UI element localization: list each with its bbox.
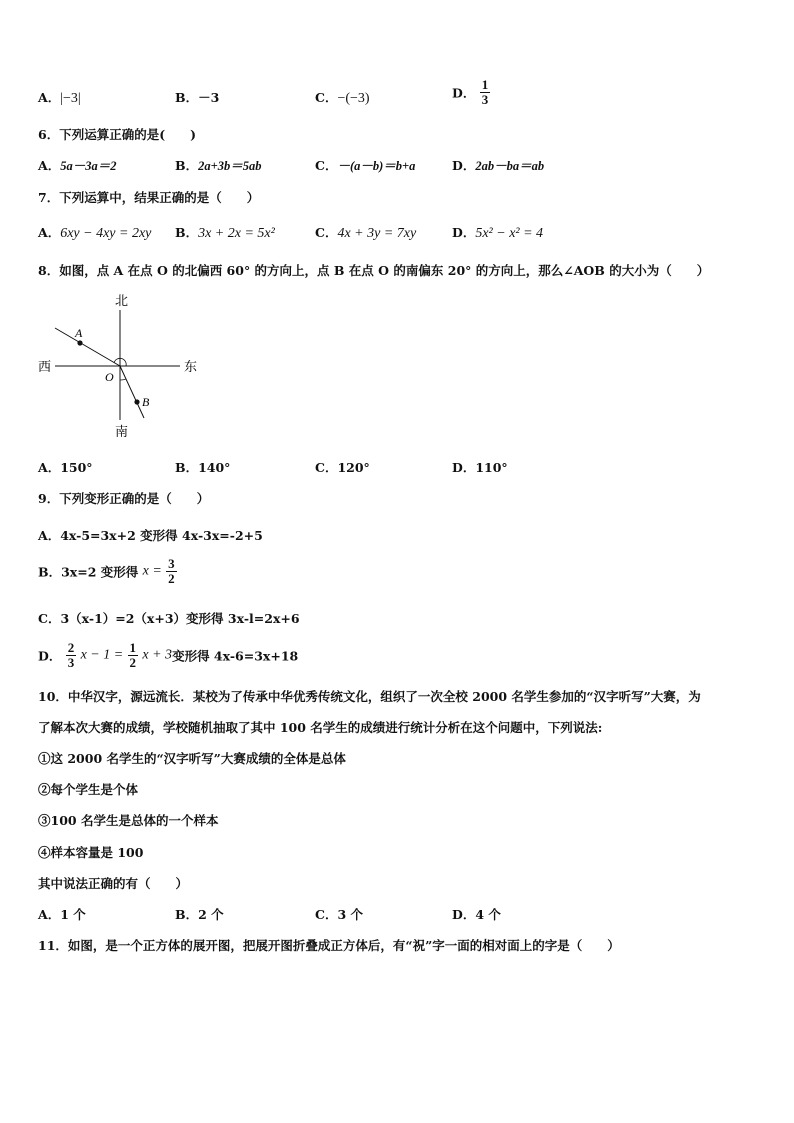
- q6-option-d: [452, 156, 544, 174]
- option-text: 1 个: [60, 907, 86, 922]
- option-label: D．: [452, 225, 476, 240]
- option-text: －(a－b)＝b+a: [337, 159, 416, 173]
- fraction: [128, 641, 139, 670]
- fraction-denominator: 2: [129, 655, 137, 670]
- option-label: C．: [315, 225, 338, 240]
- fraction-numerator: 1: [481, 77, 489, 92]
- option-math: x + 3: [142, 647, 173, 663]
- option-label: B．: [175, 90, 199, 105]
- option-label: B．: [175, 158, 199, 173]
- option-label: C．: [315, 460, 338, 475]
- option-label: A．: [38, 90, 61, 105]
- q6-option-b: [175, 156, 261, 174]
- q10-option-b: [175, 905, 224, 923]
- option-text: 4 个: [475, 907, 501, 922]
- option-math: 6xy − 4xy = 2xy: [60, 226, 152, 241]
- option-label: A．: [38, 907, 61, 922]
- q7-stem: 7．下列运算中，结果正确的是（ ）: [38, 190, 260, 205]
- q6-option-c: [315, 156, 415, 174]
- option-text: 2a+3b＝5ab: [198, 159, 262, 173]
- option-text: 2ab－ba＝ab: [475, 159, 545, 173]
- option-text: 120°: [337, 460, 370, 475]
- option-label: A．: [38, 158, 61, 173]
- option-label: B．: [175, 225, 199, 240]
- q9-option-a: A．4x-5=3x+2 变形得 4x-3x=-2+5: [38, 528, 263, 543]
- q10-option-c: [315, 905, 363, 923]
- q7-option-a: [38, 223, 151, 242]
- option-label: A．: [38, 460, 61, 475]
- option-label: C．: [315, 158, 338, 173]
- option-text: 变形得 4x-6=3x+18: [172, 648, 299, 664]
- label-b: B: [142, 395, 150, 409]
- q7-option-c: [315, 223, 416, 242]
- option-label: D．: [452, 907, 476, 922]
- q9-option-b: [38, 557, 177, 586]
- q5-option-b: [175, 88, 219, 106]
- q10-statement-1: ①这 2000 名学生的“汉字听写”大赛成绩的全体是总体: [38, 751, 346, 766]
- q6-option-a: [38, 156, 116, 174]
- fraction-numerator: 1: [129, 640, 137, 655]
- fraction-denominator: 3: [67, 655, 75, 670]
- option-label: B．: [175, 907, 199, 922]
- option-label: D．: [452, 158, 476, 173]
- q10-line-2: 了解本次大赛的成绩，学校随机抽取了其中 100 名学生的成绩进行统计分析在这个问题中，下列说法:: [38, 720, 603, 735]
- angle-arc-b: [120, 379, 126, 380]
- option-math: x =: [142, 563, 162, 579]
- q9-stem: 9．下列变形正确的是（ ）: [38, 491, 210, 506]
- option-text: 140°: [198, 460, 231, 475]
- option-math: 3x + 2x = 5x²: [198, 226, 275, 241]
- q8-stem: 8．如图，点 A 在点 O 的北偏西 60° 的方向上，点 B 在点 O 的南偏东 20° 的方向上，那么∠AOB 的大小为（ ）: [38, 263, 710, 278]
- q8-option-d: [452, 458, 508, 476]
- option-math: 5x² − x² = 4: [475, 226, 544, 241]
- option-math: x − 1 =: [80, 647, 124, 663]
- q5-option-c: [315, 88, 370, 107]
- ray-oa: [55, 328, 120, 366]
- option-text: 3 个: [337, 907, 364, 922]
- fraction-denominator: 3: [481, 92, 489, 107]
- q8-option-c: [315, 458, 370, 476]
- ray-ob: [120, 366, 144, 418]
- q10-statement-3: ③100 名学生是总体的一个样本: [38, 813, 219, 828]
- option-label: D．: [452, 460, 476, 475]
- fraction-numerator: 2: [67, 640, 75, 655]
- option-label: B．: [175, 460, 199, 475]
- option-math: 4x + 3y = 7xy: [337, 226, 417, 241]
- fraction: [480, 78, 491, 107]
- option-text: 150°: [60, 460, 93, 475]
- option-text: 5a－3a＝2: [60, 159, 117, 173]
- label-west: 西: [38, 360, 52, 375]
- q9-option-c: C．3（x-1）=2（x+3）变形得 3x-l=2x+6: [38, 611, 300, 626]
- point-b: [134, 399, 139, 404]
- option-math: |−3|: [60, 91, 81, 106]
- q11-stem: 11．如图，是一个正方体的展开图，把展开图折叠成正方体后，有“祝”字一面的相对面上的字是（ ）: [38, 938, 620, 953]
- fraction-numerator: 3: [168, 556, 175, 571]
- q10-statement-2: ②每个学生是个体: [38, 782, 139, 797]
- option-label: A．: [38, 225, 61, 240]
- option-math: −(−3): [337, 91, 370, 106]
- point-a: [77, 340, 82, 345]
- option-label: C．: [315, 90, 338, 105]
- q7-option-b: [175, 223, 275, 242]
- q7-option-d: [452, 223, 543, 242]
- q10-line-1: 10．中华汉字，源远流长．某校为了传承中华优秀传统文化，组织了一次全校 2000 名学生参加的“汉字听写”大赛，为: [38, 689, 701, 704]
- label-south: 南: [115, 425, 129, 440]
- fraction: [66, 641, 77, 670]
- q9-option-d: [38, 641, 298, 670]
- option-text: B．3x=2 变形得: [38, 564, 139, 580]
- q10-ask: 其中说法正确的有（ ）: [38, 876, 189, 891]
- q10-option-d: [452, 905, 501, 923]
- q8-option-b: [175, 458, 230, 476]
- option-text: 110°: [475, 460, 508, 475]
- label-north: 北: [115, 294, 129, 309]
- label-east: 东: [184, 360, 198, 375]
- q5-option-d: [452, 78, 490, 107]
- option-text: 2 个: [198, 907, 224, 922]
- fraction: [166, 557, 177, 586]
- label-a: A: [75, 326, 83, 340]
- q10-option-a: [38, 905, 86, 923]
- option-label: D．: [452, 85, 476, 101]
- q5-option-a: [38, 88, 81, 107]
- q8-option-a: [38, 458, 93, 476]
- option-text: －3: [198, 90, 220, 105]
- q10-statement-4: ④样本容量是 100: [38, 845, 144, 860]
- compass-diagram: [30, 290, 220, 440]
- option-label: C．: [315, 907, 338, 922]
- fraction-denominator: 2: [168, 571, 175, 586]
- label-o: O: [105, 370, 114, 384]
- q6-stem: 6．下列运算正确的是( ): [38, 127, 197, 142]
- option-label: D．: [38, 648, 62, 664]
